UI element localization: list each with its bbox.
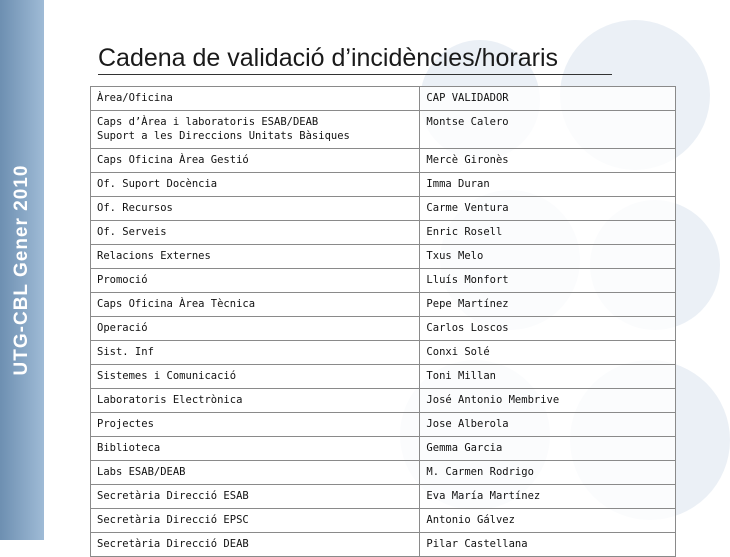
header-area-cell: Àrea/Oficina <box>91 87 420 111</box>
table-row <box>91 413 676 437</box>
area-cell <box>91 221 420 245</box>
table-row <box>91 509 676 533</box>
area-cell <box>91 437 420 461</box>
area-name: Secretària Direcció EPSC <box>97 514 249 526</box>
table-row <box>91 461 676 485</box>
title-underline <box>98 74 612 75</box>
area-cell <box>91 413 420 437</box>
area-cell <box>91 269 420 293</box>
validator-cell: José Antonio Membrive <box>420 389 676 413</box>
area-name: Of. Suport Docència <box>97 178 218 190</box>
validation-table <box>90 86 676 557</box>
area-cell <box>91 341 420 365</box>
validator-cell: Imma Duran <box>420 173 676 197</box>
validator-cell: Conxi Solé <box>420 341 676 365</box>
area-cell <box>91 173 420 197</box>
area-cell <box>91 111 420 149</box>
validator-cell: Pepe Martínez <box>420 293 676 317</box>
validator-cell: Pilar Castellana <box>420 533 676 557</box>
area-name: Of. Serveis <box>97 226 167 238</box>
area-name: Relacions Externes <box>97 250 211 262</box>
area-name: Operació <box>97 322 148 334</box>
area-name: Sistemes i Comunicació <box>97 370 237 382</box>
table-row <box>91 245 676 269</box>
area-cell <box>91 461 420 485</box>
table-row <box>91 173 676 197</box>
area-cell <box>91 293 420 317</box>
table-row <box>91 317 676 341</box>
area-cell <box>91 149 420 173</box>
table-row <box>91 149 676 173</box>
area-cell <box>91 389 420 413</box>
validator-cell: Enric Rosell <box>420 221 676 245</box>
table-row <box>91 365 676 389</box>
header-validator-cell: CAP VALIDADOR <box>420 87 676 111</box>
validator-cell: Carlos Loscos <box>420 317 676 341</box>
area-cell <box>91 245 420 269</box>
area-name: Caps d’Àrea i laboratoris ESAB/DEAB Suport a les Direccions Unitats Bàsiques <box>97 116 350 142</box>
area-cell <box>91 509 420 533</box>
table-row <box>91 197 676 221</box>
table-row <box>91 341 676 365</box>
area-name: Of. Recursos <box>97 202 173 214</box>
validator-cell: Lluís Monfort <box>420 269 676 293</box>
area-name: Labs ESAB/DEAB <box>97 466 186 478</box>
area-cell <box>91 317 420 341</box>
area-name: Promoció <box>97 274 148 286</box>
area-cell <box>91 485 420 509</box>
table-row <box>91 533 676 557</box>
table-row <box>91 269 676 293</box>
area-name: Biblioteca <box>97 442 161 454</box>
validator-cell: Jose Alberola <box>420 413 676 437</box>
table-header-row <box>91 87 676 111</box>
validator-cell: Antonio Gálvez <box>420 509 676 533</box>
validator-cell: Gemma Garcia <box>420 437 676 461</box>
table-row <box>91 111 676 149</box>
area-cell <box>91 365 420 389</box>
area-name: Caps Oficina Àrea Gestió <box>97 154 249 166</box>
validator-cell: M. Carmen Rodrigo <box>420 461 676 485</box>
area-name: Caps Oficina Àrea Tècnica <box>97 298 256 310</box>
validator-cell: Toni Millan <box>420 365 676 389</box>
table-row <box>91 485 676 509</box>
page-title: Cadena de validació d’incidències/horaris <box>98 44 558 72</box>
area-cell <box>91 533 420 557</box>
side-banner-label: UTG-CBL Gener 2010 <box>11 164 32 376</box>
area-name: Laboratoris Electrònica <box>97 394 243 406</box>
table-row <box>91 389 676 413</box>
table-row <box>91 437 676 461</box>
area-name: Secretària Direcció ESAB <box>97 490 249 502</box>
table-row <box>91 293 676 317</box>
area-cell <box>91 197 420 221</box>
validator-cell: Carme Ventura <box>420 197 676 221</box>
area-name: Projectes <box>97 418 154 430</box>
validator-cell: Txus Melo <box>420 245 676 269</box>
validator-cell: Montse Calero <box>420 111 676 149</box>
area-name: Secretària Direcció DEAB <box>97 538 249 550</box>
table-row <box>91 221 676 245</box>
validator-cell: Mercè Gironès <box>420 149 676 173</box>
area-name: Sist. Inf <box>97 346 154 358</box>
validator-cell: Eva María Martínez <box>420 485 676 509</box>
side-banner <box>0 0 44 540</box>
